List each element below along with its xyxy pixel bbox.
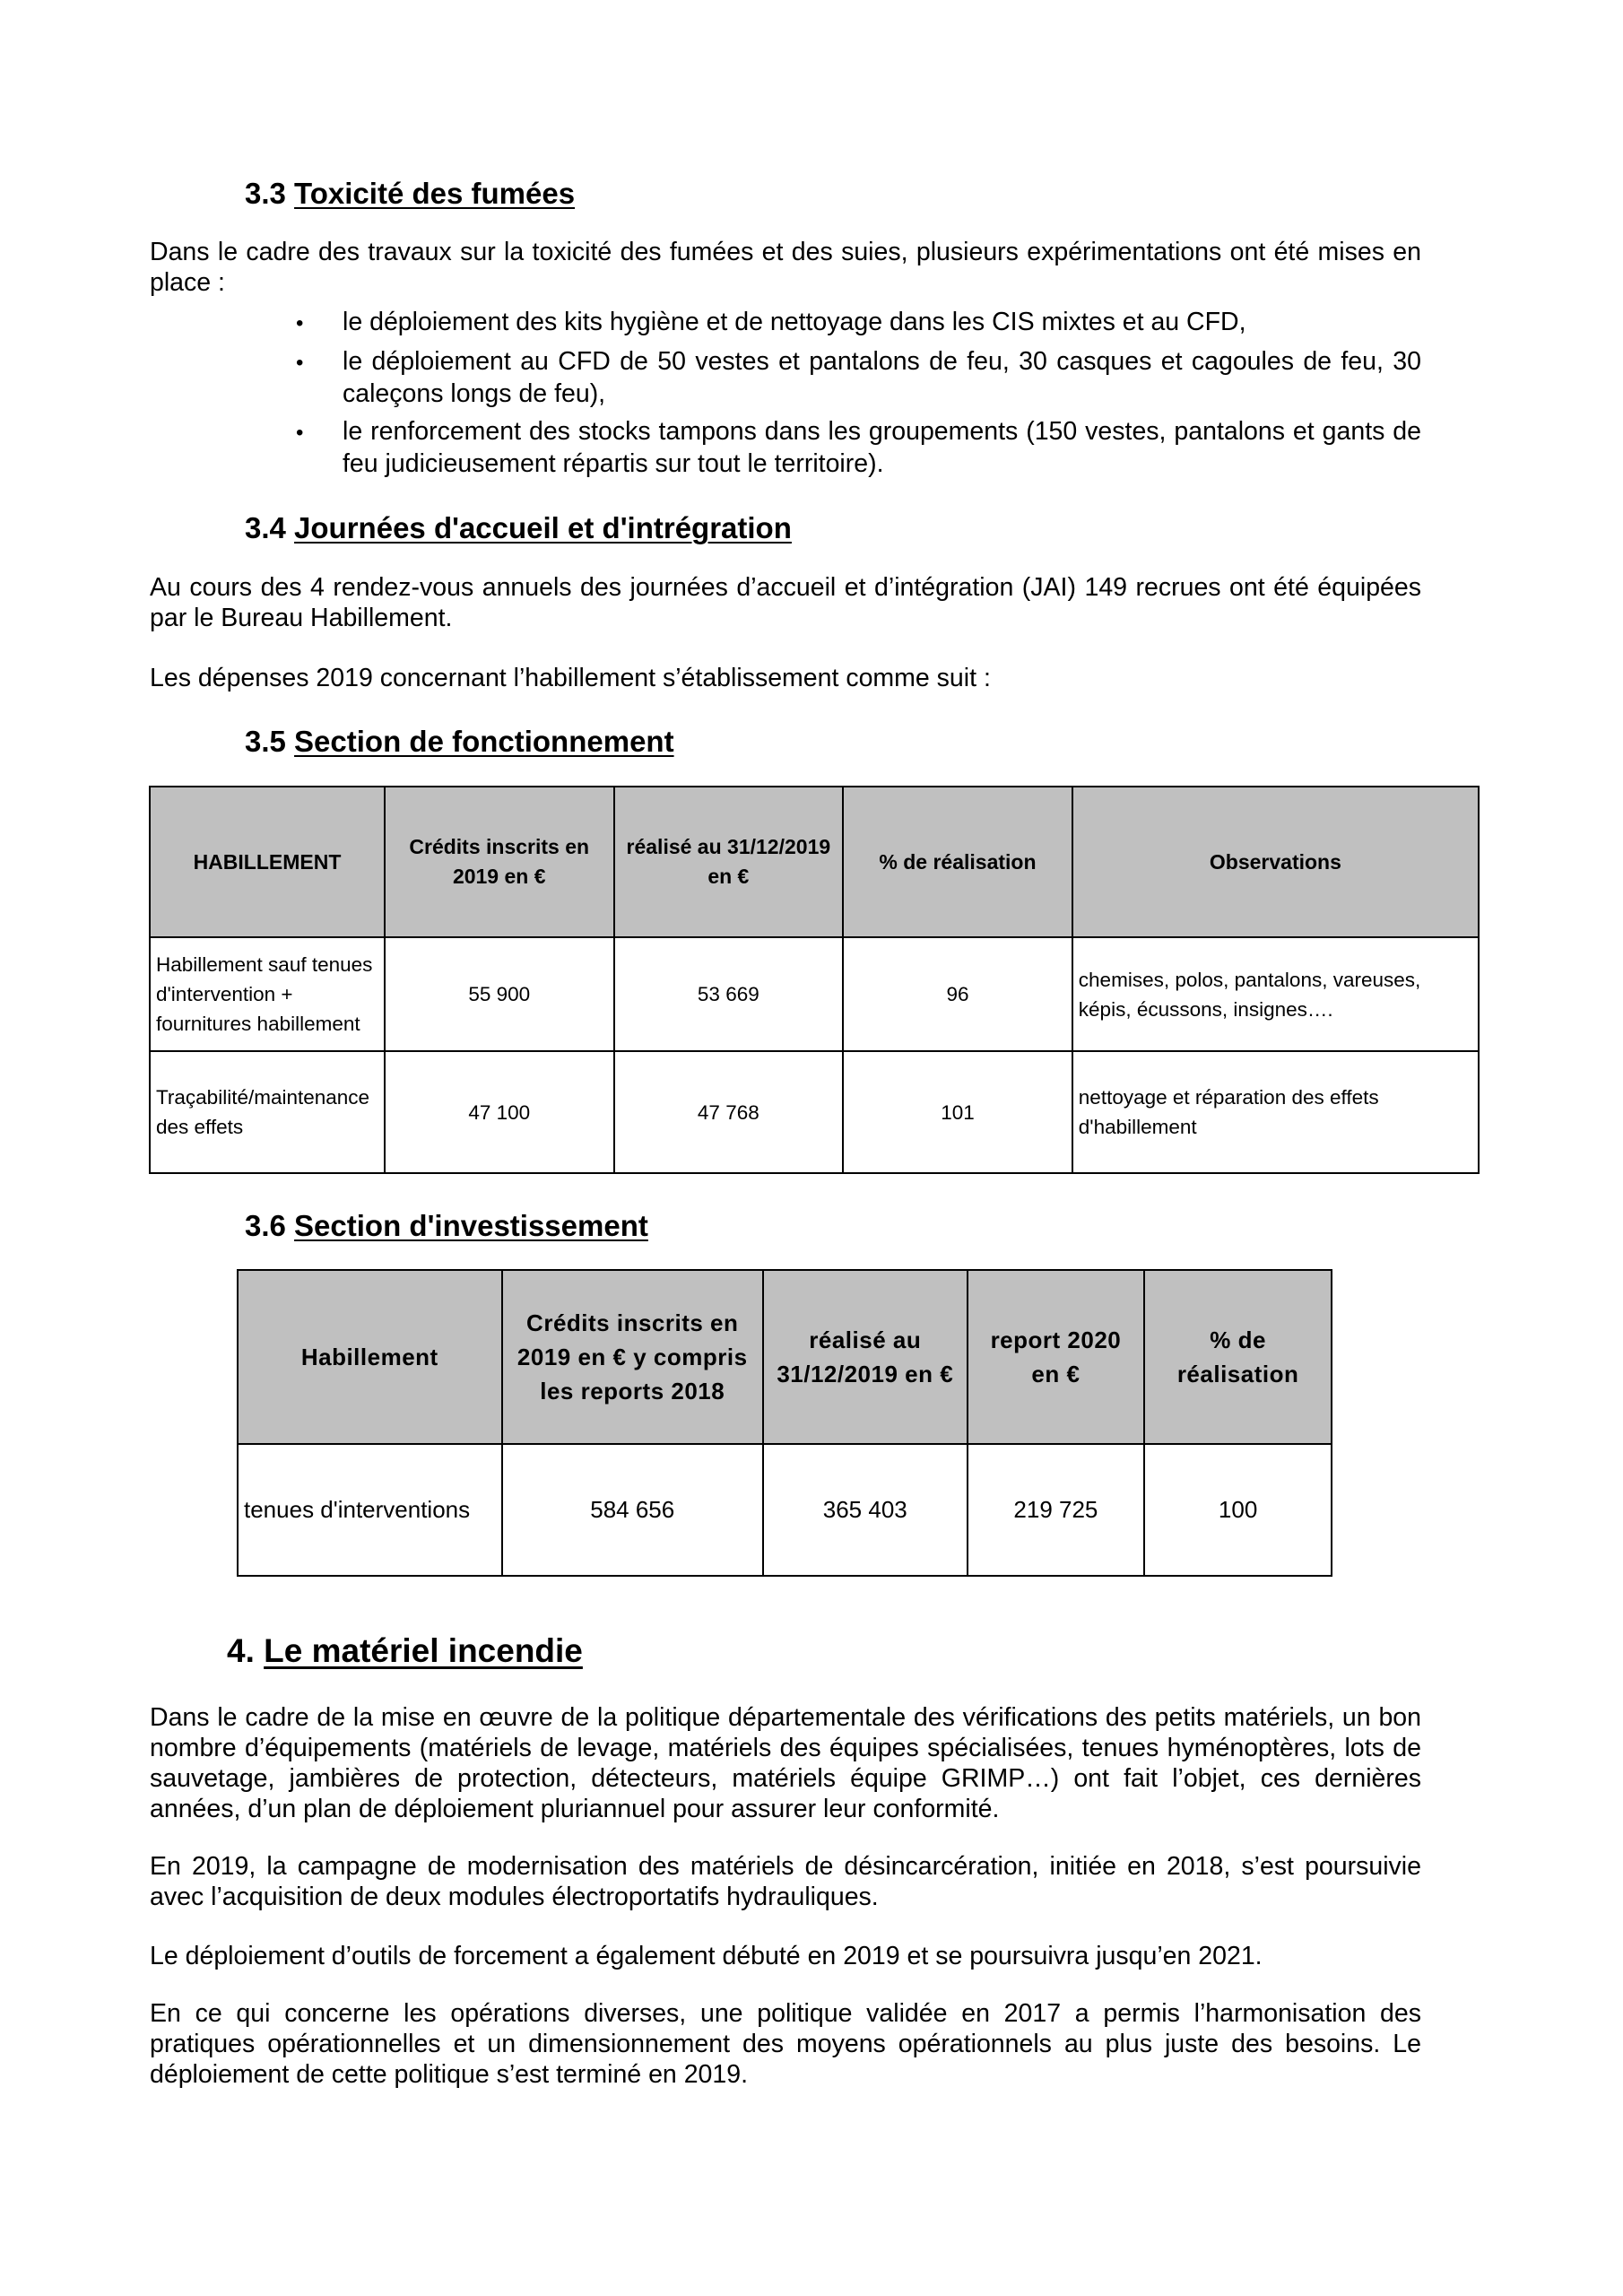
table-cell: 53 669 xyxy=(614,937,844,1051)
table-cell: nettoyage et réparation des effets d'habillement xyxy=(1072,1051,1479,1173)
paragraph-depenses: Les dépenses 2019 concernant l’habillement s’établissement comme suit : xyxy=(150,664,991,692)
table-cell: 55 900 xyxy=(385,937,614,1051)
table-cell: tenues d'interventions xyxy=(238,1444,502,1576)
section-heading-3-4 xyxy=(245,511,792,545)
section-heading-3-5 xyxy=(245,725,674,759)
bullet-list xyxy=(296,307,1421,486)
table-header-row xyxy=(150,787,1479,937)
column-header: réalisé au 31/12/2019 en € xyxy=(614,787,844,937)
table-cell: chemises, polos, pantalons, vareuses, képis, écussons, insignes…. xyxy=(1072,937,1479,1051)
table-cell: 100 xyxy=(1144,1444,1332,1576)
table-cell: 219 725 xyxy=(968,1444,1145,1576)
table-cell: 47 100 xyxy=(385,1051,614,1173)
table-cell: Traçabilité/maintenance des effets xyxy=(150,1051,385,1173)
table-row xyxy=(150,937,1479,1051)
section-title: Toxicité des fumées xyxy=(294,177,576,210)
table-row xyxy=(238,1444,1332,1576)
table-investissement xyxy=(237,1269,1332,1577)
paragraph-toxicite: Dans le cadre des travaux sur la toxicité des fumées et des suies, plusieurs expérimentations ont été mises en place : xyxy=(150,238,1421,297)
column-header: Habillement xyxy=(238,1270,502,1444)
section-title: Journées d'accueil et d'intrégration xyxy=(294,511,792,544)
section-number: 3.5 xyxy=(245,725,286,758)
section-title: Le matériel incendie xyxy=(264,1632,583,1669)
table-cell: 47 768 xyxy=(614,1051,844,1173)
paragraph-materiel-1: Dans le cadre de la mise en œuvre de la politique départementale des vérifications des petits matériels, un bon nombre d’équipements (matériels de levage, matériels des équipes spécialisées, tenues hyménoptères, lots de sauvetage, jambières de protection, détecteurs, matériels équipe GRIMP…) ont fait l’objet, ces dernières années, d’un plan de déploiement pluriannuel pour assurer leur conformité. xyxy=(150,1703,1421,1823)
paragraph-jai: Au cours des 4 rendez-vous annuels des journées d’accueil et d’intégration (JAI) 149 recrues ont été équipées par le Bureau Habillement. xyxy=(150,573,1421,632)
section-title: Section de fonctionnement xyxy=(294,725,674,758)
table-header-row xyxy=(238,1270,1332,1444)
column-header: réalisé au 31/12/2019 en € xyxy=(763,1270,968,1444)
table-cell: 101 xyxy=(843,1051,1072,1173)
bullet-icon xyxy=(296,346,343,378)
list-item: •le renforcement des stocks tampons dans les groupements (150 vestes, pantalons et gants de feu judicieusement répartis sur tout le territoire). xyxy=(296,416,1421,479)
table-cell: 96 xyxy=(843,937,1072,1051)
section-heading-4 xyxy=(227,1632,583,1670)
section-number: 3.6 xyxy=(245,1209,286,1242)
table-cell: 365 403 xyxy=(763,1444,968,1576)
table-cell: Habillement sauf tenues d'intervention + fournitures habillement xyxy=(150,937,385,1051)
table-row xyxy=(150,1051,1479,1173)
column-header: % de réalisation xyxy=(1144,1270,1332,1444)
section-number: 3.3 xyxy=(245,177,286,210)
section-title: Section d'investissement xyxy=(294,1209,648,1242)
list-item: •le déploiement des kits hygiène et de nettoyage dans les CIS mixtes et au CFD, xyxy=(296,307,1421,339)
section-heading-3-3 xyxy=(245,177,575,211)
column-header: % de réalisation xyxy=(843,787,1072,937)
column-header: Crédits inscrits en 2019 en € y compris les reports 2018 xyxy=(502,1270,763,1444)
section-number: 3.4 xyxy=(245,511,286,544)
paragraph-materiel-2: En 2019, la campagne de modernisation des matériels de désincarcération, initiée en 2018, s’est poursuivie avec l’acquisition de deux modules électroportatifs hydrauliques. xyxy=(150,1852,1421,1911)
table-fonctionnement xyxy=(149,786,1480,1174)
bullet-icon xyxy=(296,307,343,339)
column-header: HABILLEMENT xyxy=(150,787,385,937)
bullet-icon xyxy=(296,416,343,448)
section-heading-3-6 xyxy=(245,1209,648,1243)
paragraph-materiel-4: En ce qui concerne les opérations diverses, une politique validée en 2017 a permis l’harmonisation des pratiques opérationnelles et un dimensionnement des moyens opérationnels au plus juste des besoins. Le déploiement de cette politique s’est terminé en 2019. xyxy=(150,1999,1421,2089)
column-header: Observations xyxy=(1072,787,1479,937)
paragraph-materiel-3: Le déploiement d’outils de forcement a également débuté en 2019 et se poursuivra jusqu’en 2021. xyxy=(150,1942,1263,1970)
list-item: •le déploiement au CFD de 50 vestes et pantalons de feu, 30 casques et cagoules de feu, 30 caleçons longs de feu), xyxy=(296,346,1421,409)
table-cell: 584 656 xyxy=(502,1444,763,1576)
column-header: report 2020 en € xyxy=(968,1270,1145,1444)
column-header: Crédits inscrits en 2019 en € xyxy=(385,787,614,937)
section-number: 4. xyxy=(227,1632,255,1669)
